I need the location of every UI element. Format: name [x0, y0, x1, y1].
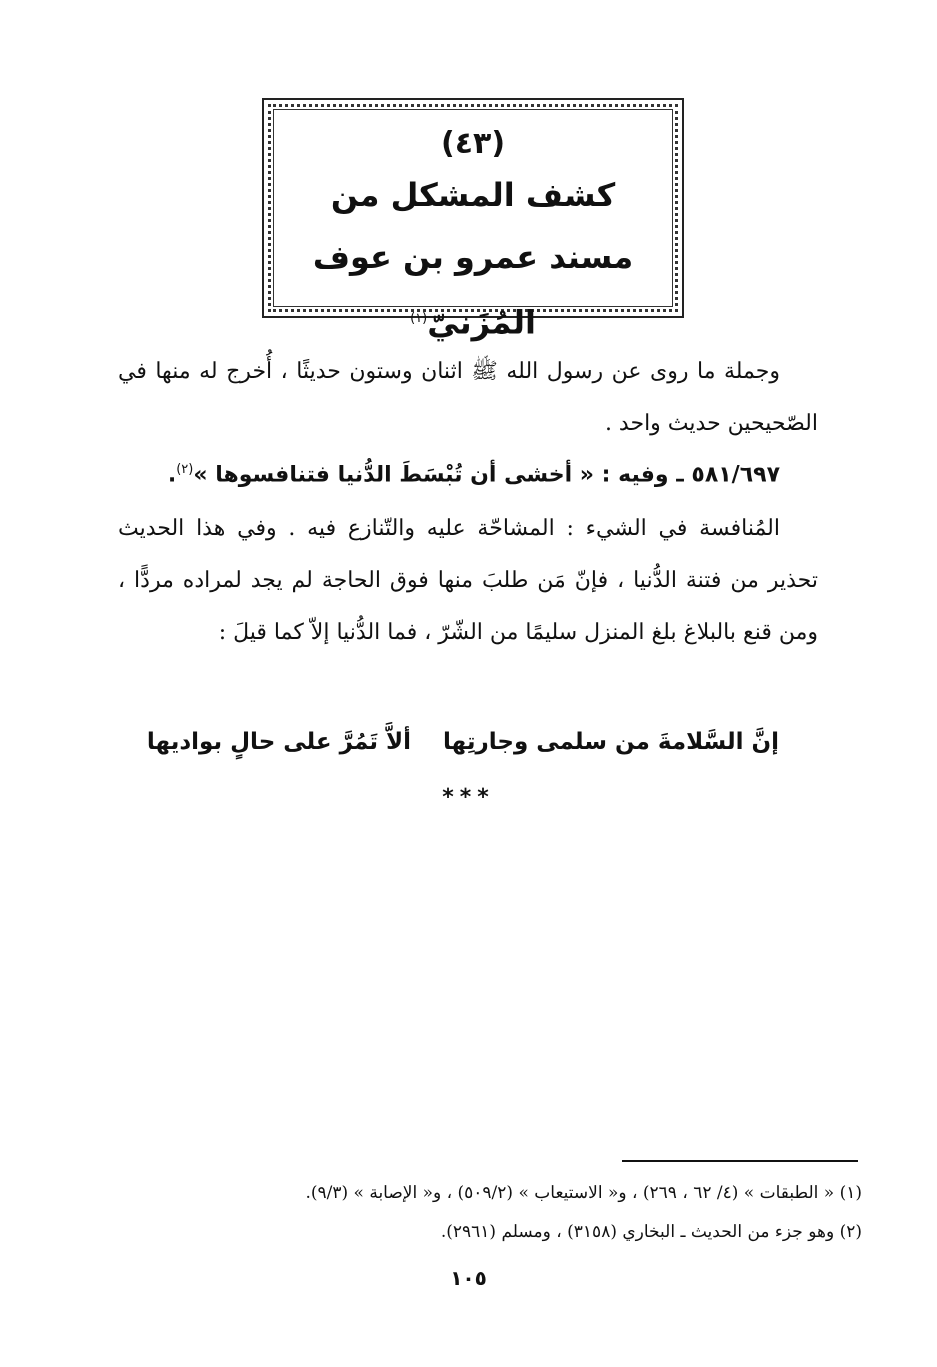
- verse-second-hemistich: ألاَّ تَمُرَّ على حالٍ بواديها: [146, 729, 412, 755]
- title-frame-dotted: [268, 104, 678, 342]
- hadith-line: [118, 450, 818, 495]
- chapter-number: (٤٣): [440, 126, 506, 161]
- footnote-divider: [622, 1160, 858, 1162]
- chapter-title-line2: [274, 226, 672, 354]
- hadith-text: ٥٨١/٦٩٧ ـ وفيه : « أخشى أن تُبْسَطَ الدُّنيا فتنافسوها »: [193, 462, 780, 488]
- hadith-end: .: [167, 462, 177, 488]
- verse-first-hemistich: إنَّ السَّلامةَ من سلمى وجارتِها: [443, 729, 779, 755]
- footnote-1: (١) « الطبقات » (٤/ ٦٢ ، ٢٦٩) ، و« الاستيعاب » (٥٠٩/٢) ، و« الإصابة » (٩/٣).: [305, 1183, 862, 1203]
- footnote-ref-2: (٢): [176, 462, 194, 477]
- intro-paragraph: [118, 346, 818, 450]
- title-frame-inner: [273, 109, 673, 342]
- chapter-title-line1: كشف المشكل من: [330, 176, 616, 214]
- footnote-2: (٢) وهو جزء من الحديث ـ البخاري (٣١٥٨) ، ومسلم (٢٩٦١).: [440, 1222, 862, 1242]
- explanation-paragraph: [118, 503, 818, 659]
- poetry-verse: [117, 722, 817, 762]
- chapter-title-frame: [262, 98, 684, 342]
- page-number: ١٠٥: [450, 1266, 487, 1290]
- intro-text: وجملة ما روى عن رسول الله ﷺ اثنان وستون حديثًا ، أُخرج له منها في الصّحيحين حديث واحد .: [118, 359, 818, 436]
- footnote-ref-1: (١): [410, 311, 428, 326]
- section-separator: ***: [442, 785, 495, 810]
- explanation-text: المُنافسة في الشيء : المشاحّة عليه والتّنازع فيه . وفي هذا الحديث تحذير من فتنة الدُّنيا ، فإنّ مَن طلبَ منها فوق الحاجة لم يجد لمراده مردًّا ، ومن قنع بالبلاغ بلغ المنزل سليمًا من الشّرّ ، فما الدُّنيا إلاّ كما قيلَ :: [118, 516, 818, 645]
- chapter-title-text: مسند عمرو بن عوف المُزَنيّ: [312, 238, 634, 342]
